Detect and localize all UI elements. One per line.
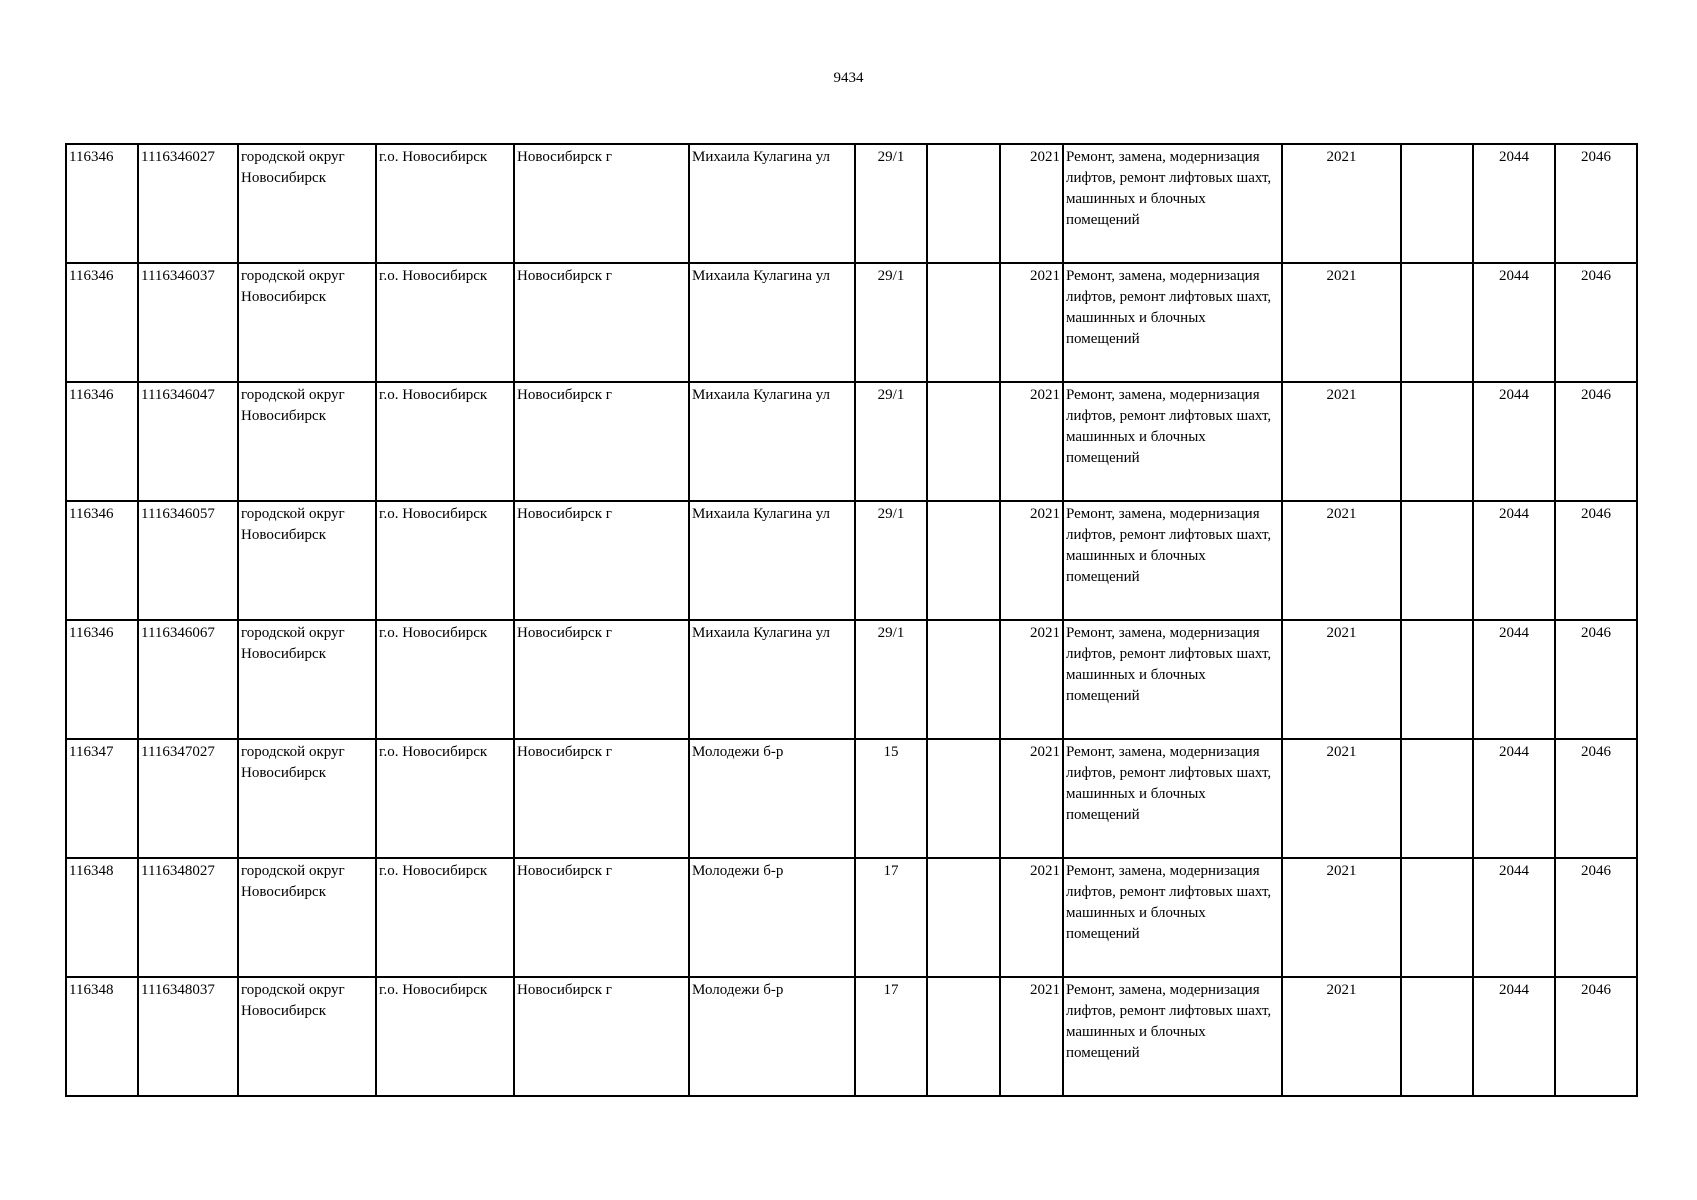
cell-year-built: 2021: [1000, 263, 1063, 382]
cell-work-type: Ремонт, замена, модернизация лифтов, ремонт лифтовых шахт, машинных и блочных помещений: [1063, 382, 1282, 501]
cell-code: 116346: [66, 144, 138, 263]
cell-municipality: городской округ Новосибирск: [238, 382, 376, 501]
cell-city: Новосибирск г: [514, 977, 689, 1096]
cell-district: г.о. Новосибирск: [376, 382, 514, 501]
cell-municipality: городской округ Новосибирск: [238, 144, 376, 263]
table-row: [66, 144, 1637, 263]
cell-year-built: 2021: [1000, 501, 1063, 620]
cell-year-end: 2046: [1555, 858, 1637, 977]
cell-empty-12: [1401, 144, 1473, 263]
cell-code: 116346: [66, 382, 138, 501]
cell-empty-12: [1401, 739, 1473, 858]
cell-year-end: 2046: [1555, 620, 1637, 739]
cell-year-built: 2021: [1000, 739, 1063, 858]
cell-work-type: Ремонт, замена, модернизация лифтов, ремонт лифтовых шахт, машинных и блочных помещений: [1063, 620, 1282, 739]
cell-city: Новосибирск г: [514, 263, 689, 382]
cell-district: г.о. Новосибирск: [376, 739, 514, 858]
cell-year-start: 2044: [1473, 382, 1555, 501]
cell-empty-12: [1401, 263, 1473, 382]
table-row: [66, 501, 1637, 620]
page-number: 9434: [833, 70, 864, 86]
cell-empty-8: [927, 263, 1000, 382]
cell-city: Новосибирск г: [514, 858, 689, 977]
cell-municipality: городской округ Новосибирск: [238, 858, 376, 977]
cell-code: 116348: [66, 977, 138, 1096]
register-table: [65, 143, 1638, 1097]
cell-street: Молодежи б-р: [689, 739, 855, 858]
cell-house: 15: [855, 739, 927, 858]
table-row: [66, 263, 1637, 382]
cell-empty-12: [1401, 620, 1473, 739]
cell-year-work: 2021: [1282, 144, 1401, 263]
cell-street: Михаила Кулагина ул: [689, 382, 855, 501]
cell-city: Новосибирск г: [514, 620, 689, 739]
cell-year-start: 2044: [1473, 263, 1555, 382]
table-row: [66, 739, 1637, 858]
cell-district: г.о. Новосибирск: [376, 977, 514, 1096]
cell-work-type: Ремонт, замена, модернизация лифтов, ремонт лифтовых шахт, машинных и блочных помещений: [1063, 144, 1282, 263]
cell-municipality: городской округ Новосибирск: [238, 263, 376, 382]
cell-year-work: 2021: [1282, 501, 1401, 620]
cell-year-built: 2021: [1000, 144, 1063, 263]
cell-year-end: 2046: [1555, 501, 1637, 620]
cell-district: г.о. Новосибирск: [376, 501, 514, 620]
cell-year-work: 2021: [1282, 620, 1401, 739]
cell-empty-12: [1401, 858, 1473, 977]
cell-street: Михаила Кулагина ул: [689, 144, 855, 263]
cell-district: г.о. Новосибирск: [376, 858, 514, 977]
cell-code: 116348: [66, 858, 138, 977]
cell-house: 29/1: [855, 382, 927, 501]
cell-year-work: 2021: [1282, 858, 1401, 977]
table-row: [66, 858, 1637, 977]
cell-house: 29/1: [855, 263, 927, 382]
table-row: [66, 620, 1637, 739]
cell-year-end: 2046: [1555, 382, 1637, 501]
cell-street: Михаила Кулагина ул: [689, 501, 855, 620]
cell-year-work: 2021: [1282, 263, 1401, 382]
cell-house: 29/1: [855, 501, 927, 620]
table-row: [66, 977, 1637, 1096]
cell-district: г.о. Новосибирск: [376, 263, 514, 382]
cell-year-start: 2044: [1473, 739, 1555, 858]
cell-year-end: 2046: [1555, 144, 1637, 263]
cell-code: 116346: [66, 620, 138, 739]
cell-municipality: городской округ Новосибирск: [238, 620, 376, 739]
cell-year-start: 2044: [1473, 144, 1555, 263]
cell-municipality: городской округ Новосибирск: [238, 501, 376, 620]
cell-year-built: 2021: [1000, 382, 1063, 501]
cell-work-type: Ремонт, замена, модернизация лифтов, ремонт лифтовых шахт, машинных и блочных помещений: [1063, 858, 1282, 977]
cell-year-end: 2046: [1555, 739, 1637, 858]
cell-year-end: 2046: [1555, 263, 1637, 382]
cell-street: Михаила Кулагина ул: [689, 263, 855, 382]
cell-year-built: 2021: [1000, 620, 1063, 739]
cell-empty-8: [927, 739, 1000, 858]
cell-street: Молодежи б-р: [689, 858, 855, 977]
cell-code: 116347: [66, 739, 138, 858]
cell-house: 29/1: [855, 144, 927, 263]
cell-year-work: 2021: [1282, 382, 1401, 501]
cell-empty-8: [927, 382, 1000, 501]
cell-code: 116346: [66, 263, 138, 382]
cell-municipality: городской округ Новосибирск: [238, 977, 376, 1096]
cell-id: 1116346057: [138, 501, 238, 620]
cell-year-built: 2021: [1000, 858, 1063, 977]
cell-id: 1116348027: [138, 858, 238, 977]
cell-district: г.о. Новосибирск: [376, 620, 514, 739]
cell-year-start: 2044: [1473, 858, 1555, 977]
cell-municipality: городской округ Новосибирск: [238, 739, 376, 858]
cell-work-type: Ремонт, замена, модернизация лифтов, ремонт лифтовых шахт, машинных и блочных помещений: [1063, 501, 1282, 620]
cell-house: 17: [855, 977, 927, 1096]
cell-house: 17: [855, 858, 927, 977]
cell-city: Новосибирск г: [514, 382, 689, 501]
cell-empty-8: [927, 501, 1000, 620]
cell-empty-8: [927, 620, 1000, 739]
cell-year-start: 2044: [1473, 620, 1555, 739]
cell-year-start: 2044: [1473, 501, 1555, 620]
cell-id: 1116348037: [138, 977, 238, 1096]
cell-city: Новосибирск г: [514, 739, 689, 858]
cell-work-type: Ремонт, замена, модернизация лифтов, ремонт лифтовых шахт, машинных и блочных помещений: [1063, 263, 1282, 382]
cell-year-built: 2021: [1000, 977, 1063, 1096]
cell-street: Молодежи б-р: [689, 977, 855, 1096]
cell-empty-12: [1401, 977, 1473, 1096]
cell-year-work: 2021: [1282, 977, 1401, 1096]
cell-street: Михаила Кулагина ул: [689, 620, 855, 739]
cell-id: 1116346027: [138, 144, 238, 263]
cell-city: Новосибирск г: [514, 144, 689, 263]
table-row: [66, 382, 1637, 501]
cell-code: 116346: [66, 501, 138, 620]
cell-city: Новосибирск г: [514, 501, 689, 620]
cell-empty-12: [1401, 382, 1473, 501]
table-body: [66, 144, 1637, 1096]
cell-id: 1116346067: [138, 620, 238, 739]
cell-empty-8: [927, 144, 1000, 263]
cell-house: 29/1: [855, 620, 927, 739]
cell-year-end: 2046: [1555, 977, 1637, 1096]
cell-work-type: Ремонт, замена, модернизация лифтов, ремонт лифтовых шахт, машинных и блочных помещений: [1063, 977, 1282, 1096]
cell-id: 1116346047: [138, 382, 238, 501]
cell-id: 1116347027: [138, 739, 238, 858]
cell-empty-12: [1401, 501, 1473, 620]
cell-district: г.о. Новосибирск: [376, 144, 514, 263]
cell-empty-8: [927, 977, 1000, 1096]
cell-empty-8: [927, 858, 1000, 977]
cell-work-type: Ремонт, замена, модернизация лифтов, ремонт лифтовых шахт, машинных и блочных помещений: [1063, 739, 1282, 858]
cell-year-start: 2044: [1473, 977, 1555, 1096]
cell-id: 1116346037: [138, 263, 238, 382]
cell-year-work: 2021: [1282, 739, 1401, 858]
